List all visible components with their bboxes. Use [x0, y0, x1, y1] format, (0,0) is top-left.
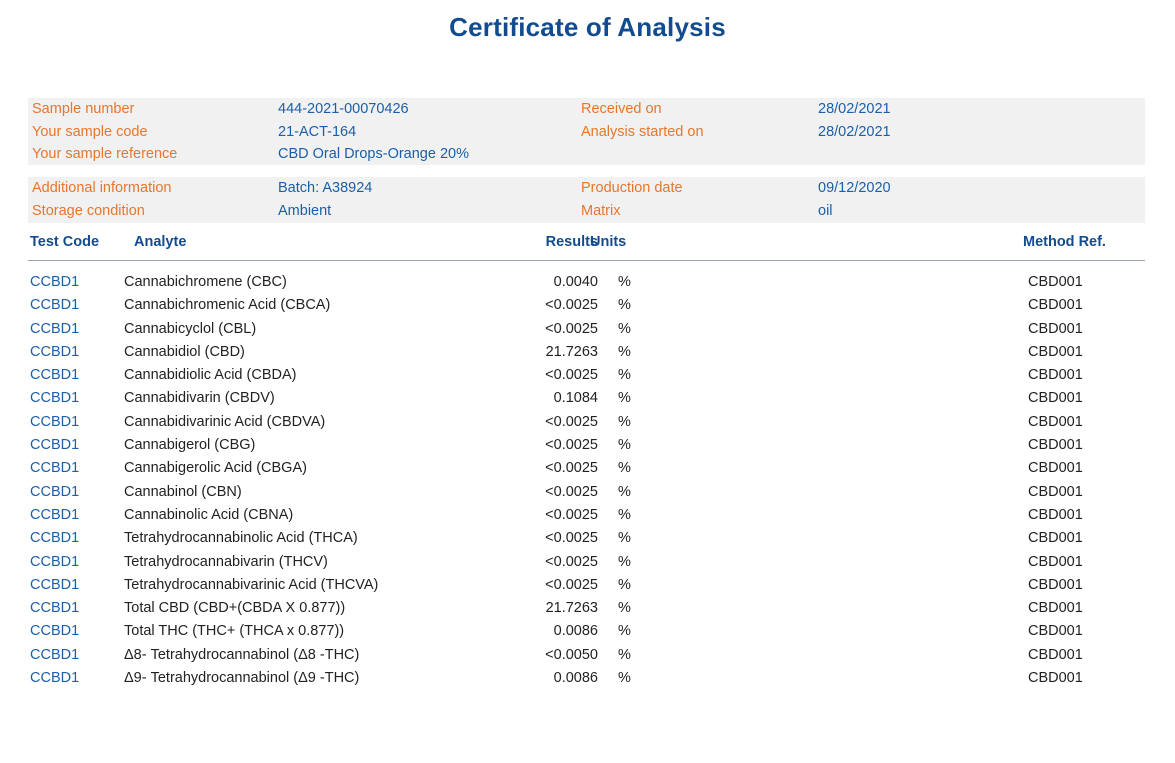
cell-units: % — [618, 390, 631, 407]
cell-units: % — [618, 367, 631, 384]
cell-test-code: CCBD1 — [30, 646, 80, 663]
cell-result: <0.0050 — [545, 646, 598, 663]
cell-analyte: Cannabidivarinic Acid (CBDVA) — [124, 413, 326, 430]
info-row — [28, 143, 1145, 166]
cell-method-ref: CBD001 — [1028, 483, 1083, 500]
cell-test-code: CCBD1 — [30, 600, 80, 617]
cell-analyte: Δ9- Tetrahydrocannabinol (Δ9 -THC) — [124, 670, 360, 687]
cell-units: % — [618, 460, 631, 477]
info-label: Your sample code — [32, 123, 148, 140]
table-row — [28, 294, 1145, 317]
cell-analyte: Cannabicyclol (CBL) — [124, 320, 257, 337]
page-title: Certificate of Analysis — [449, 12, 726, 42]
cell-test-code: CCBD1 — [30, 320, 80, 337]
cell-result: 0.0040 — [553, 274, 598, 290]
cell-method-ref: CBD001 — [1028, 623, 1083, 640]
info-label-secondary: Received on — [581, 101, 662, 117]
cell-test-code: CCBD1 — [30, 297, 80, 314]
cell-method-ref: CBD001 — [1028, 670, 1083, 687]
cell-result: <0.0025 — [545, 297, 598, 314]
info-label: Storage condition — [32, 202, 145, 219]
cell-result: 21.7263 — [545, 343, 598, 360]
cell-units: % — [618, 623, 631, 640]
cell-result: <0.0025 — [545, 506, 598, 523]
column-header-results: Results — [545, 234, 598, 250]
info-value-secondary: 28/02/2021 — [818, 101, 891, 117]
info-value: CBD Oral Drops-Orange 20% — [278, 146, 469, 162]
table-row — [28, 667, 1145, 690]
table-row — [28, 341, 1145, 364]
cell-units: % — [618, 274, 631, 290]
cell-analyte: Cannabichromenic Acid (CBCA) — [124, 297, 331, 314]
cell-test-code: CCBD1 — [30, 367, 80, 384]
cell-test-code: CCBD1 — [30, 437, 80, 454]
results-table — [28, 230, 1145, 690]
table-row — [28, 411, 1145, 434]
table-row — [28, 364, 1145, 387]
info-row — [28, 98, 1145, 121]
table-row — [28, 574, 1145, 597]
cell-result: <0.0025 — [545, 576, 598, 593]
cell-analyte: Cannabigerolic Acid (CBGA) — [124, 460, 307, 477]
table-row — [28, 620, 1145, 643]
cell-test-code: CCBD1 — [30, 390, 80, 407]
cell-test-code: CCBD1 — [30, 274, 80, 290]
cell-units: % — [618, 530, 631, 547]
table-row — [28, 644, 1145, 667]
cell-test-code: CCBD1 — [30, 483, 80, 500]
cell-result: 0.1084 — [553, 390, 598, 407]
cell-analyte: Cannabigerol (CBG) — [124, 437, 256, 454]
info-value-secondary: oil — [818, 202, 833, 219]
table-row — [28, 504, 1145, 527]
cell-units: % — [618, 646, 631, 663]
table-row — [28, 387, 1145, 410]
table-header-row — [28, 230, 1145, 261]
table-row — [28, 434, 1145, 457]
table-row — [28, 527, 1145, 550]
cell-analyte: Cannabinol (CBN) — [124, 483, 242, 500]
info-value-secondary: 09/12/2020 — [818, 180, 891, 196]
cell-units: % — [618, 483, 631, 500]
table-row — [28, 597, 1145, 620]
cell-units: % — [618, 600, 631, 617]
cell-test-code: CCBD1 — [30, 460, 80, 477]
column-header-method-ref: Method Ref. — [1023, 234, 1106, 250]
cell-result: <0.0025 — [545, 553, 598, 570]
cell-result: <0.0025 — [545, 437, 598, 454]
cell-analyte: Cannabidiol (CBD) — [124, 343, 245, 360]
cell-method-ref: CBD001 — [1028, 343, 1083, 360]
additional-info-panel — [28, 177, 1145, 223]
cell-method-ref: CBD001 — [1028, 390, 1083, 407]
cell-analyte: Cannabidivarin (CBDV) — [124, 390, 275, 407]
cell-result: <0.0025 — [545, 367, 598, 384]
cell-analyte: Cannabinolic Acid (CBNA) — [124, 506, 294, 523]
cell-result: <0.0025 — [545, 320, 598, 337]
cell-result: 0.0086 — [553, 623, 598, 640]
cell-test-code: CCBD1 — [30, 343, 80, 360]
cell-test-code: CCBD1 — [30, 576, 80, 593]
cell-method-ref: CBD001 — [1028, 530, 1083, 547]
cell-units: % — [618, 506, 631, 523]
cell-result: <0.0025 — [545, 460, 598, 477]
cell-analyte: Total THC (THC+ (THCA x 0.877)) — [124, 623, 345, 640]
cell-method-ref: CBD001 — [1028, 576, 1083, 593]
column-header-test-code: Test Code — [30, 234, 100, 250]
info-row — [28, 121, 1145, 144]
info-label: Your sample reference — [32, 146, 178, 162]
cell-method-ref: CBD001 — [1028, 460, 1083, 477]
table-row — [28, 551, 1145, 574]
table-row — [28, 457, 1145, 480]
cell-result: 21.7263 — [545, 600, 598, 617]
cell-test-code: CCBD1 — [30, 413, 80, 430]
sample-info-panel — [28, 98, 1145, 165]
info-value: Ambient — [278, 202, 332, 219]
cell-analyte: Δ8- Tetrahydrocannabinol (Δ8 -THC) — [124, 646, 360, 663]
cell-method-ref: CBD001 — [1028, 367, 1083, 384]
cell-method-ref: CBD001 — [1028, 413, 1083, 430]
cell-analyte: Tetrahydrocannabivarinic Acid (THCVA) — [124, 576, 379, 593]
cell-analyte: Cannabichromene (CBC) — [124, 274, 287, 290]
cell-method-ref: CBD001 — [1028, 297, 1083, 314]
info-label: Sample number — [32, 101, 135, 117]
cell-units: % — [618, 343, 631, 360]
cell-units: % — [618, 670, 631, 687]
info-row — [28, 200, 1145, 223]
cell-units: % — [618, 553, 631, 570]
cell-result: 0.0086 — [553, 670, 598, 687]
cell-units: % — [618, 576, 631, 593]
info-value: 444-2021-00070426 — [278, 101, 409, 117]
cell-method-ref: CBD001 — [1028, 646, 1083, 663]
info-label: Additional information — [32, 180, 172, 196]
info-value: Batch: A38924 — [278, 180, 373, 196]
cell-result: <0.0025 — [545, 413, 598, 430]
info-row — [28, 177, 1145, 200]
info-label-secondary: Matrix — [581, 202, 621, 219]
info-value: 21-ACT-164 — [278, 123, 357, 140]
cell-test-code: CCBD1 — [30, 553, 80, 570]
cell-method-ref: CBD001 — [1028, 553, 1083, 570]
table-body — [28, 261, 1145, 690]
cell-test-code: CCBD1 — [30, 670, 80, 687]
cell-analyte: Total CBD (CBD+(CBDA X 0.877)) — [124, 600, 346, 617]
cell-method-ref: CBD001 — [1028, 274, 1083, 290]
cell-units: % — [618, 297, 631, 314]
cell-result: <0.0025 — [545, 483, 598, 500]
cell-units: % — [618, 320, 631, 337]
cell-result: <0.0025 — [545, 530, 598, 547]
cell-test-code: CCBD1 — [30, 623, 80, 640]
column-header-units: Units — [590, 234, 627, 250]
column-header-analyte: Analyte — [134, 234, 187, 250]
info-label-secondary: Analysis started on — [581, 123, 704, 140]
cell-analyte: Cannabidiolic Acid (CBDA) — [124, 367, 297, 384]
cell-method-ref: CBD001 — [1028, 600, 1083, 617]
cell-units: % — [618, 413, 631, 430]
table-row — [28, 481, 1145, 504]
info-value-secondary: 28/02/2021 — [818, 123, 891, 140]
cell-method-ref: CBD001 — [1028, 437, 1083, 454]
table-row — [28, 271, 1145, 294]
cell-units: % — [618, 437, 631, 454]
info-label-secondary: Production date — [581, 180, 683, 196]
cell-analyte: Tetrahydrocannabivarin (THCV) — [124, 553, 328, 570]
cell-method-ref: CBD001 — [1028, 506, 1083, 523]
cell-analyte: Tetrahydrocannabinolic Acid (THCA) — [124, 530, 358, 547]
cell-test-code: CCBD1 — [30, 506, 80, 523]
cell-method-ref: CBD001 — [1028, 320, 1083, 337]
table-row — [28, 318, 1145, 341]
cell-test-code: CCBD1 — [30, 530, 80, 547]
